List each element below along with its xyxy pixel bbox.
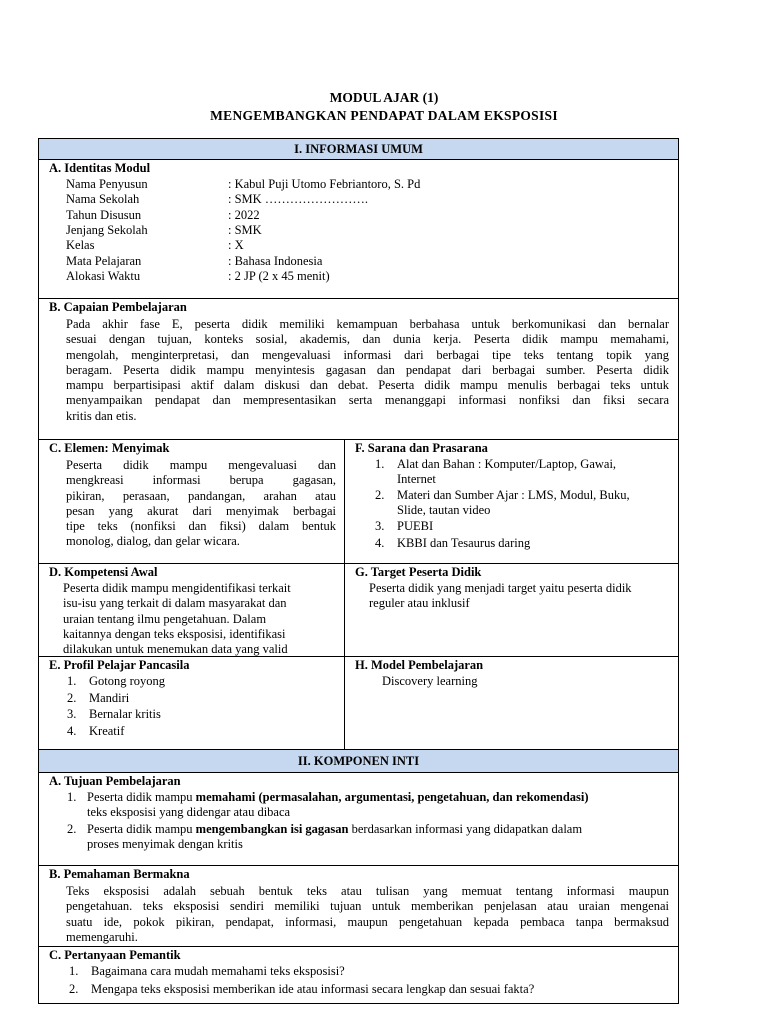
sarana-item: Alat dan Bahan : Komputer/Laptop, Gawai,: [397, 457, 617, 471]
pertanyaan-label: C. Pertanyaan Pemantik: [49, 948, 181, 962]
sarana-item: Materi dan Sumber Ajar : LMS, Modul, Buku,: [397, 488, 630, 502]
doc-subtitle: MENGEMBANGKAN PENDAPAT DALAM EKSPOSISI: [210, 108, 558, 123]
target-section: [344, 563, 679, 657]
identitas-value: : SMK: [228, 222, 262, 237]
profil-item-number: 3.: [67, 707, 77, 721]
identitas-value: : X: [228, 238, 244, 253]
pemahaman-label: B. Pemahaman Bermakna: [49, 867, 190, 881]
capaian-label: B. Capaian Pembelajaran: [49, 300, 187, 314]
pemahaman-line: Teks eksposisi adalah sebuah bentuk teks atau tulisan yang memuat tentang informasi maupun: [66, 884, 669, 898]
identitas-key: Kelas: [66, 238, 95, 253]
tujuan-item-number: 2.: [67, 822, 77, 836]
pemahaman-section: [38, 865, 679, 947]
capaian-line: Pada akhir fase E, peserta didik memiliki kemampuan berbahasa untuk berkomunikasi dan bernalar: [66, 317, 669, 331]
profil-label: E. Profil Pelajar Pancasila: [49, 658, 190, 672]
tujuan-item-1: [87, 790, 589, 805]
identitas-key: Jenjang Sekolah: [66, 222, 148, 237]
kompetensi-line: kaitannya dengan teks eksposisi, identifikasi: [63, 626, 286, 641]
pertanyaan-item-number: 2.: [69, 982, 79, 996]
elemen-line: pikiran, perasaan, pandangan, arahan atau: [66, 488, 336, 503]
sarana-item-number: 4.: [375, 536, 385, 550]
sarana-label: F. Sarana dan Prasarana: [355, 441, 488, 455]
pertanyaan-item-number: 1.: [69, 964, 79, 978]
sarana-item-line2: Internet: [397, 471, 436, 486]
elemen-line: mengkreasi informasi berupa gagasan,: [66, 473, 336, 488]
pemahaman-text: [66, 884, 669, 945]
tujuan-item-2: [87, 822, 582, 837]
kompetensi-label: D. Kompetensi Awal: [49, 565, 158, 579]
target-line: Peserta didik yang menjadi target yaitu peserta didik: [369, 581, 632, 595]
capaian-line: kritis dan etis.: [66, 408, 137, 423]
profil-item: Gotong royong: [89, 674, 166, 688]
sarana-item: KBBI dan Tesaurus daring: [397, 536, 531, 550]
kompetensi-line: dilakukan untuk menemukan data yang valid: [63, 642, 288, 657]
identitas-value: : Kabul Puji Utomo Febriantoro, S. Pd: [228, 177, 421, 191]
sarana-item-line2: Slide, tautan video: [397, 502, 491, 517]
identitas-value: : 2022: [228, 207, 260, 222]
identitas-key: Alokasi Waktu: [66, 268, 141, 283]
sarana-item-number: 1.: [375, 457, 385, 471]
capaian-line: mampu berpartisipasi aktif dalam diskusi dan debat. Peserta didik mampu menulis berbagai teks untuk: [66, 378, 669, 393]
tujuan-item-2-pre: Peserta didik mampu: [87, 822, 196, 836]
kompetensi-section: [38, 563, 345, 657]
capaian-text: [66, 317, 669, 424]
tujuan-label: A. Tujuan Pembelajaran: [49, 774, 181, 788]
elemen-text: [66, 458, 336, 550]
capaian-line: sesuai dengan tujuan, konteks sosial, akademis, dan dunia kerja. Peserta didik mampu memahami,: [66, 332, 669, 347]
section-header-komponen-inti: II. KOMPONEN INTI: [38, 749, 679, 773]
pemahaman-line: memengaruhi.: [66, 929, 138, 944]
elemen-label: C. Elemen: Menyimak: [49, 441, 170, 455]
model-text: Discovery learning: [382, 674, 478, 688]
sarana-item: PUEBI: [397, 519, 434, 533]
profil-item: Kreatif: [89, 723, 125, 738]
kompetensi-line: Peserta didik mampu mengidentifikasi terkait: [63, 581, 291, 595]
tujuan-item-1-line2: teks eksposisi yang didengar atau dibaca: [87, 805, 291, 819]
identitas-label: A. Identitas Modul: [49, 161, 151, 175]
identitas-modul-section: [38, 159, 679, 299]
profil-item-number: 1.: [67, 674, 77, 688]
section-header-informasi-umum: I. INFORMASI UMUM: [38, 138, 679, 160]
identitas-value: : Bahasa Indonesia: [228, 253, 323, 268]
identitas-key: Tahun Disusun: [66, 207, 142, 222]
elemen-line: monolog, dialog, dan gelar wicara.: [66, 534, 240, 549]
identitas-value: : SMK …………………….: [228, 192, 368, 207]
kompetensi-line: isu-isu yang terkait di dalam masyarakat dan: [63, 596, 287, 611]
elemen-section: [38, 439, 345, 564]
profil-item-number: 4.: [67, 723, 77, 738]
profil-section: [38, 656, 345, 750]
identitas-key: Nama Sekolah: [66, 192, 140, 207]
capaian-line: mengolah, menginterpretasi, dan mengevaluasi informasi dari berbagai tipe teks tentang topik yang: [66, 347, 669, 362]
pertanyaan-item: Mengapa teks eksposisi memberikan ide atau informasi secara lengkap dan sesuai fakta?: [91, 982, 535, 996]
capaian-section: [38, 298, 679, 440]
sarana-item-number: 3.: [375, 519, 385, 533]
profil-item-number: 2.: [67, 690, 77, 705]
tujuan-section: [38, 772, 679, 866]
capaian-line: menyampaikan pendapat dan mempresentasikan serta menanggapi informasi nonfiksi dan fiksi secara: [66, 393, 669, 408]
doc-title: MODUL AJAR (1): [329, 90, 439, 105]
model-label: H. Model Pembelajaran: [355, 658, 484, 672]
identitas-key: Nama Penyusun: [66, 177, 148, 191]
tujuan-item-2-bold: mengembangkan isi gagasan: [195, 822, 349, 836]
target-line: reguler atau inklusif: [369, 596, 470, 611]
model-section: [344, 656, 679, 750]
tujuan-item-1-bold: memahami (permasalahan, argumentasi, pengetahuan, dan rekomendasi): [195, 790, 589, 804]
identitas-key: Mata Pelajaran: [66, 253, 142, 268]
tujuan-item-1-pre: Peserta didik mampu: [87, 790, 196, 804]
tujuan-item-number: 1.: [67, 790, 77, 804]
kompetensi-line: uraian tentang ilmu pengetahuan. Dalam: [63, 611, 267, 626]
pemahaman-line: suatu ide, pokok pikiran, pendapat, informasi, maupun pengetahuan kepada pembaca tanpa bermaksud: [66, 914, 669, 929]
tujuan-item-2-line2: proses menyimak dengan kritis: [87, 837, 243, 851]
pemahaman-line: pengetahuan. teks eksposisi sendiri memiliki tujuan untuk memberikan penjelasan atau uraian mengenai: [66, 899, 669, 914]
target-label: G. Target Peserta Didik: [355, 565, 482, 579]
sarana-section: [344, 439, 679, 564]
elemen-line: Peserta didik mampu mengevaluasi dan: [66, 458, 336, 472]
pertanyaan-item: Bagaimana cara mudah memahami teks eksposisi?: [91, 964, 345, 978]
profil-item: Bernalar kritis: [89, 707, 161, 721]
capaian-line: beragam. Peserta didik mampu menyintesis gagasan dan pendapat dari berbagai sumber. Peserta didik: [66, 362, 669, 377]
identitas-value: : 2 JP (2 x 45 menit): [228, 268, 330, 283]
sarana-item-number: 2.: [375, 488, 385, 502]
profil-item: Mandiri: [89, 690, 130, 705]
elemen-line: pesan yang akurat dari menyimak berbagai: [66, 503, 336, 518]
tujuan-item-2-post: berdasarkan informasi yang didapatkan dalam: [348, 822, 583, 836]
elemen-line: tipe teks (nonfiksi dan fiksi) dalam bentuk: [66, 519, 336, 534]
pertanyaan-section: [38, 946, 679, 1004]
